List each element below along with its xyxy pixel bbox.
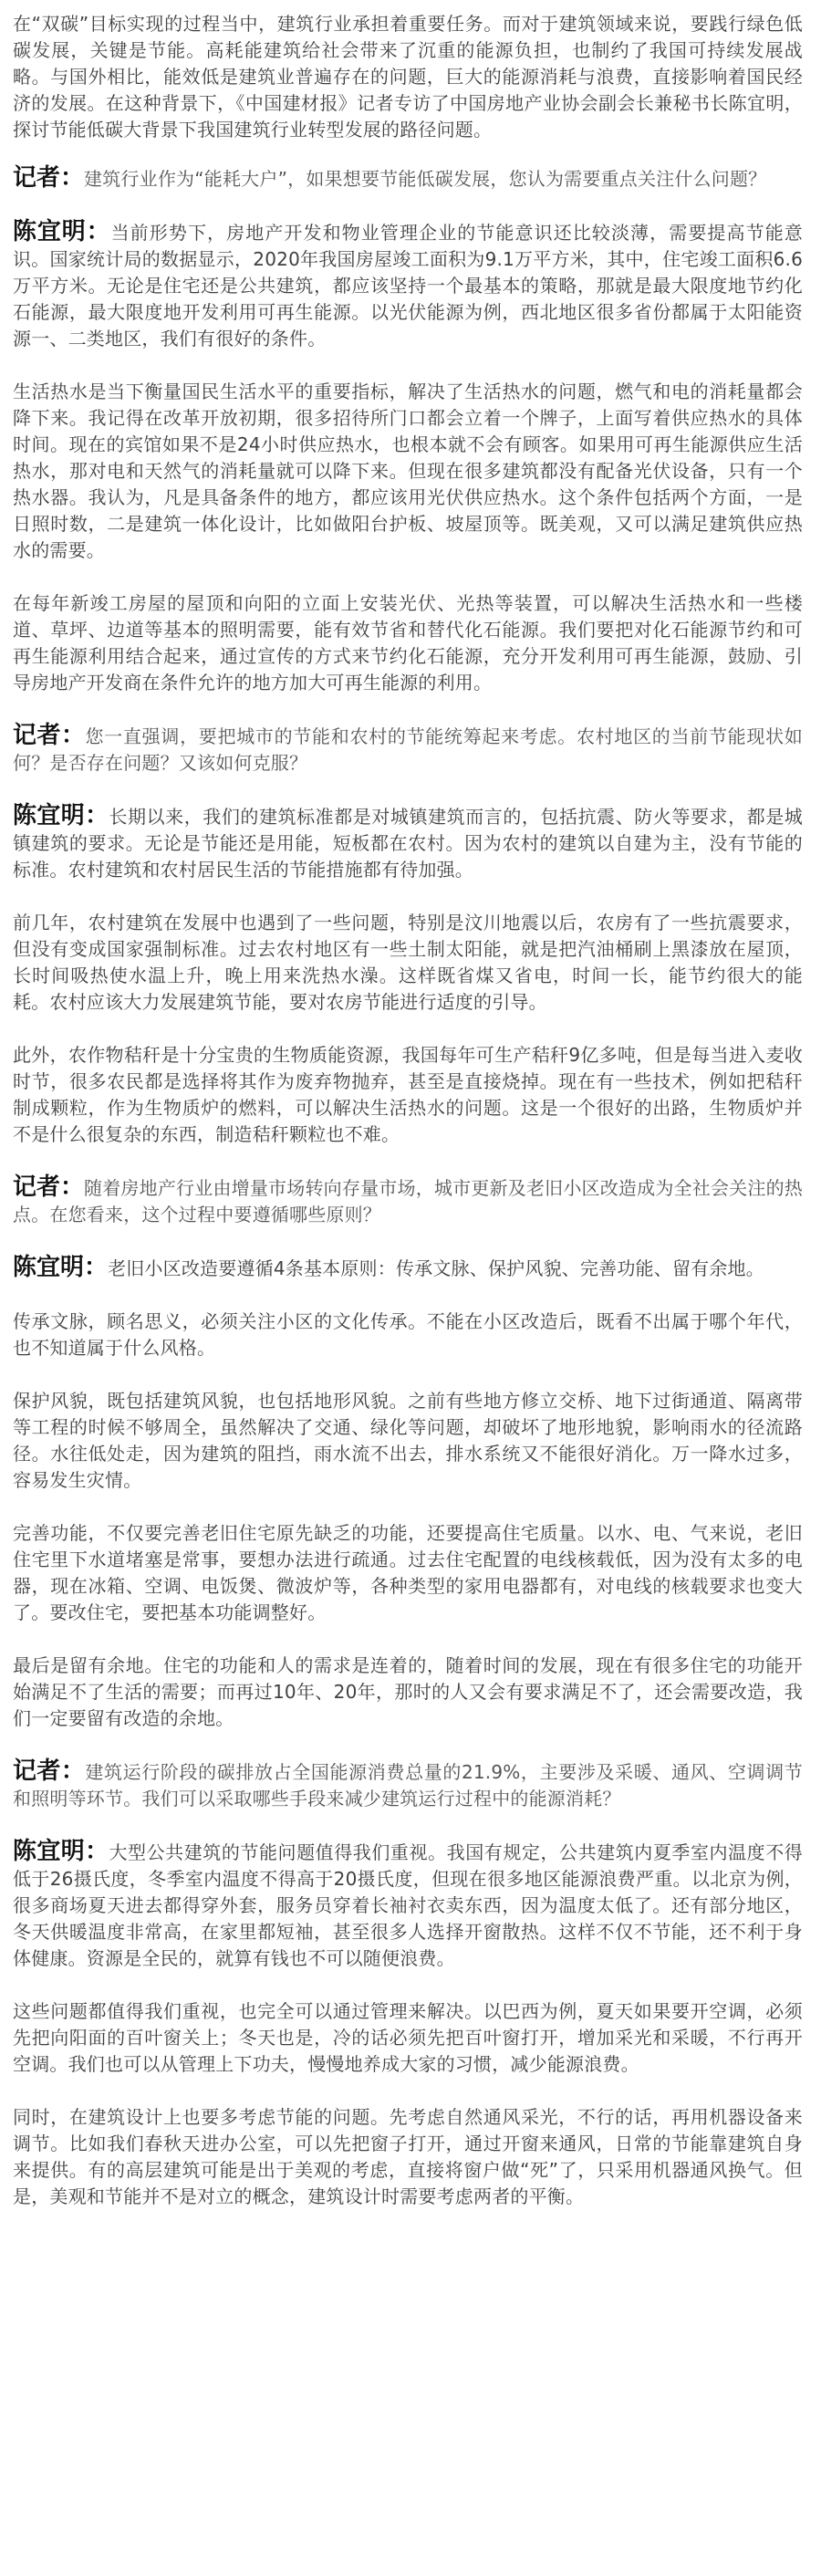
- reporter-question: [13, 1758, 803, 1812]
- paragraph-text: 老旧小区改造要遵循4条基本原则：传承文脉、保护风貌、完善功能、留有余地。: [108, 1257, 764, 1279]
- interviewee-answer: [13, 1839, 803, 1972]
- speaker-label-reporter: 记者：: [13, 1173, 85, 1201]
- interviewee-answer: [13, 219, 803, 352]
- article-body: [13, 165, 803, 2210]
- intro-paragraph: 在“双碳”目标实现的过程当中，建筑行业承担着重要任务。而对于建筑领域来说，要践行绿色低碳发展，关键是节能。高耗能建筑给社会带来了沉重的能源负担，也制约了我国可持续发展战略。与国外相比，能效低是建筑业普遍存在的问题，巨大的能源消耗与浪费，直接影响着国民经济的发展。在这种背景下，《中国建材报》记者专访了中国房地产业协会副会长兼秘书长陈宜明，探讨节能低碳大背景下我国建筑行业转型发展的路径问题。: [13, 13, 803, 141]
- paragraph-text: 当前形势下，房地产开发和物业管理企业的节能意识还比较淡薄，需要提高节能意识。国家统计局的数据显示，2020年我国房屋竣工面积为9.1万平方米，其中，住宅竣工面积6.6万平方米。无论是住宅还是公共建筑，都应该坚持一个最基本的策略，那就是最大限度地节约化石能源，最大限度地开发利用可再生能源。以光伏能源为例，西北地区很多省份都属于太阳能资源一、二类地区，我们有很好的条件。: [13, 222, 803, 349]
- speaker-label-chen: 陈宜明：: [13, 802, 109, 829]
- body-paragraph: 生活热水是当下衡量国民生活水平的重要指标，解决了生活热水的问题，燃气和电的消耗量都会降下来。我记得在改革开放初期，很多招待所门口都会立着一个牌子，上面写着供应热水的具体时间。现在的宾馆如果不是24小时供应热水，也根本就不会有顾客。如果用可再生能源供应生活热水，那对电和天然气的消耗量就可以降下来。但现在很多建筑都没有配备光伏设备，只有一个热水器。我认为，凡是具备条件的地方，都应该用光伏供应热水。这个条件包括两个方面，一是日照时数，二是建筑一体化设计，比如做阳台护板、坡屋顶等。既美观，又可以满足建筑供应热水的需要。: [13, 381, 803, 561]
- body-paragraph: 前几年，农村建筑在发展中也遇到了一些问题，特别是汶川地震以后，农房有了一些抗震要求，但没有变成国家强制标准。过去农村地区有一些土制太阳能，就是把汽油桶刷上黑漆放在屋顶，长时间吸热使水温上升，晚上用来洗热水澡。这样既省煤又省电，时间一长，能节约很大的能耗。农村应该大力发展建筑节能，要对农房节能进行适度的引导。: [13, 912, 803, 1013]
- body-paragraph: 同时，在建筑设计上也要多考虑节能的问题。先考虑自然通风采光，不行的话，再用机器设备来调节。比如我们春秋天进办公室，可以先把窗子打开，通过开窗来通风，日常的节能靠建筑自身来提供。有的高层建筑可能是出于美观的考虑，直接将窗户做“死”了，只采用机器通风换气。但是，美观和节能并不是对立的概念，建筑设计时需要考虑两者的平衡。: [13, 2106, 803, 2207]
- body-paragraph: 在每年新竣工房屋的屋顶和向阳的立面上安装光伏、光热等装置，可以解决生活热水和一些楼道、草坪、边道等基本的照明需要，能有效节省和替代化石能源。我们要把对化石能源节约和可再生能源利用结合起来，通过宣传的方式来节约化石能源，充分开发利用可再生能源，鼓励、引导房地产开发商在条件允许的地方加大可再生能源的利用。: [13, 592, 803, 694]
- body-paragraph: 传承文脉，顾名思义，必须关注小区的文化传承。不能在小区改造后，既看不出属于哪个年代，也不知道属于什么风格。: [13, 1310, 803, 1359]
- interviewee-answer: [13, 1255, 803, 1282]
- reporter-question: [13, 1174, 803, 1228]
- body-paragraph: 最后是留有余地。住宅的功能和人的需求是连着的，随着时间的发展，现在有很多住宅的功能开始满足不了生活的需要；而再过10年、20年，那时的人又会有要求满足不了，还会需要改造，我们一定要留有改造的余地。: [13, 1654, 803, 1729]
- speaker-label-chen: 陈宜明：: [13, 1838, 109, 1865]
- speaker-label-reporter: 记者：: [13, 1757, 86, 1785]
- paragraph-text: 长期以来，我们的建筑标准都是对城镇建筑而言的，包括抗震、防火等要求，都是城镇建筑的要求。无论是节能还是用能，短板都在农村。因为农村的建筑以自建为主，没有节能的标准。农村建筑和农村居民生活的节能措施都有待加强。: [13, 806, 803, 881]
- paragraph-text: 建筑行业作为“能耗大户”，如果想要节能低碳发展，您认为需要重点关注什么问题？: [84, 168, 767, 190]
- speaker-label-chen: 陈宜明：: [13, 1254, 109, 1281]
- reporter-question: [13, 723, 803, 777]
- reporter-question: [13, 165, 803, 193]
- paragraph-text: 您一直强调，要把城市的节能和农村的节能统筹起来考虑。农村地区的当前节能现状如何？是否存在问题？又该如何克服？: [13, 725, 803, 774]
- speaker-label-reporter: 记者：: [13, 164, 85, 192]
- paragraph-text: 建筑运行阶段的碳排放占全国能源消费总量的21.9%，主要涉及采暖、通风、空调调节和照明等环节。我们可以采取哪些手段来减少建筑运行过程中的能源消耗？: [13, 1761, 803, 1809]
- paragraph-text: 随着房地产行业由增量市场转向存量市场，城市更新及老旧小区改造成为全社会关注的热点。在您看来，这个过程中要遵循哪些原则？: [13, 1177, 803, 1225]
- body-paragraph: 这些问题都值得我们重视，也完全可以通过管理来解决。以巴西为例，夏天如果要开空调，必须先把向阳面的百叶窗关上；冬天也是，冷的话必须先把百叶窗打开，增加采光和采暖，不行再开空调。我们也可以从管理上下功夫，慢慢地养成大家的习惯，减少能源浪费。: [13, 2000, 803, 2075]
- speaker-label-chen: 陈宜明：: [13, 218, 111, 245]
- speaker-label-reporter: 记者：: [13, 722, 86, 749]
- body-paragraph: 完善功能，不仅要完善老旧住宅原先缺乏的功能，还要提高住宅质量。以水、电、气来说，老旧住宅里下水道堵塞是常事，要想办法进行疏通。过去住宅配置的电线核载低，因为没有太多的电器，现在冰箱、空调、电饭煲、微波炉等，各种类型的家用电器都有，对电线的核载要求也变大了。要改住宅，要把基本功能调整好。: [13, 1522, 803, 1623]
- body-paragraph: 此外，农作物秸秆是十分宝贵的生物质能资源，我国每年可生产秸秆9亿多吨，但是每当进入麦收时节，很多农民都是选择将其作为废弃物抛弃，甚至是直接烧掉。现在有一些技术，例如把秸秆制成颗粒，作为生物质炉的燃料，可以解决生活热水的问题。这是一个很好的出路，生物质炉并不是什么很复杂的东西，制造秸秆颗粒也不难。: [13, 1044, 803, 1145]
- paragraph-text: 大型公共建筑的节能问题值得我们重视。我国有规定，公共建筑内夏季室内温度不得低于26摄氏度，冬季室内温度不得高于20摄氏度，但现在很多地区能源浪费严重。以北京为例，很多商场夏天进去都得穿外套，服务员穿着长袖衬衣卖东西，因为温度太低了。还有部分地区，冬天供暖温度非常高，在家里都短袖，甚至很多人选择开窗散热。这样不仅不节能，还不利于身体健康。资源是全民的，就算有钱也不可以随便浪费。: [13, 1841, 803, 1969]
- body-paragraph: 保护风貌，既包括建筑风貌，也包括地形风貌。之前有些地方修立交桥、地下过街通道、隔离带等工程的时候不够周全，虽然解决了交通、绿化等问题，却破坏了地形地貌，影响雨水的径流路径。水往低处走，因为建筑的阻挡，雨水流不出去，排水系统又不能很好消化。万一降水过多，容易发生灾情。: [13, 1390, 803, 1491]
- interviewee-answer: [13, 803, 803, 883]
